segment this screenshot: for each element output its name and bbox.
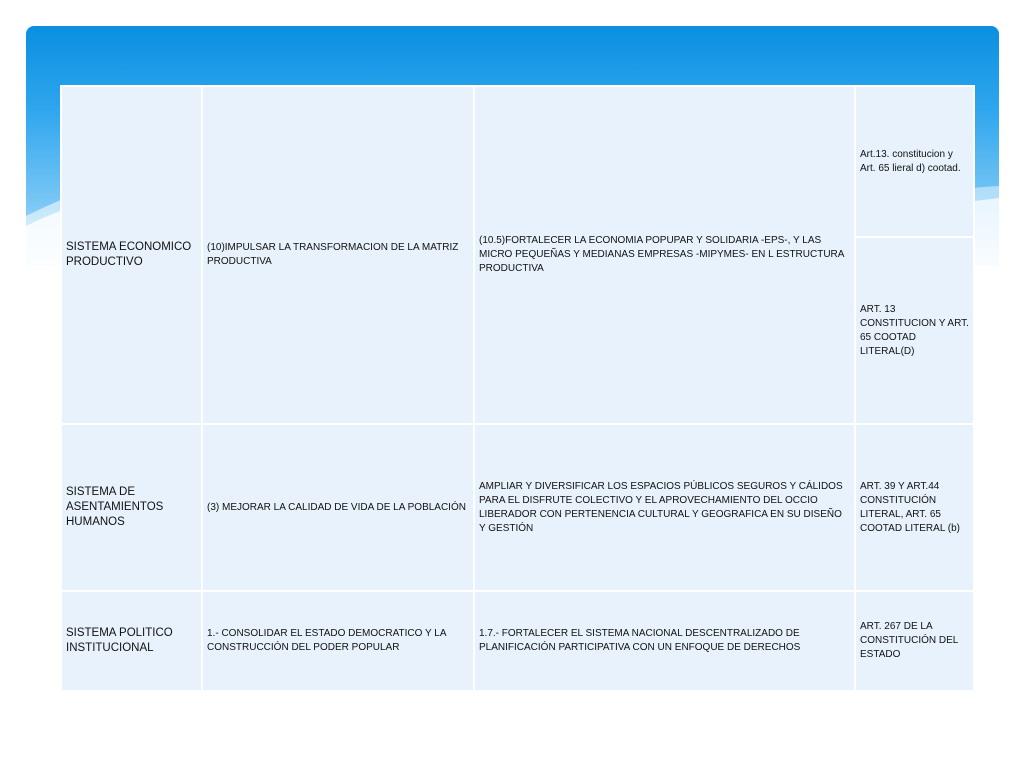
cell-sistema: SISTEMA POLITICO INSTITUCIONAL [61, 591, 202, 691]
cell-politica: AMPLIAR Y DIVERSIFICAR LOS ESPACIOS PÚBLICOS SEGUROS Y CÁLIDOS PARA EL DISFRUTE COLECTIVO Y EL APROVECHAMIENTO DEL OCCIO LIBERADOR CON PERTENENCIA CULTURAL Y GEOGRAFICA EN SU DISEÑO Y GESTIÓN [474, 424, 855, 591]
cell-politica: (10.5)FORTALECER LA ECONOMIA POPUPAR Y SOLIDARIA -EPS-, Y LAS MICRO PEQUEÑAS Y MEDIANAS EMPRESAS -MIPYMES- EN L ESTRUCTURA PRODUCTIVA [474, 86, 855, 424]
cell-normativa: ART. 267 DE LA CONSTITUCIÓN DEL ESTADO [855, 591, 974, 691]
table-row [61, 591, 974, 691]
table-row [61, 424, 974, 591]
cell-objetivo: (3) MEJORAR LA CALIDAD DE VIDA DE LA POBLACIÓN [202, 424, 474, 591]
cell-normativa: ART. 13 CONSTITUCION Y ART. 65 COOTAD LITERAL(D) [855, 237, 974, 424]
cell-objetivo: (10)IMPULSAR LA TRANSFORMACION DE LA MATRIZ PRODUCTIVA [202, 86, 474, 424]
cell-sistema: SISTEMA DE ASENTAMIENTOS HUMANOS [61, 424, 202, 591]
cell-normativa: Art.13. constitucion y Art. 65 lieral d) cootad. [855, 86, 974, 237]
cell-normativa: ART. 39 Y ART.44 CONSTITUCIÓN LITERAL, ART. 65 COOTAD LITERAL (b) [855, 424, 974, 591]
cell-sistema: SISTEMA ECONOMICO PRODUCTIVO [61, 86, 202, 424]
cell-politica: 1.7.- FORTALECER EL SISTEMA NACIONAL DESCENTRALIZADO DE PLANIFICACIÓN PARTICIPATIVA CON UN ENFOQUE DE DERECHOS [474, 591, 855, 691]
cell-objetivo: 1.- CONSOLIDAR EL ESTADO DEMOCRATICO Y LA CONSTRUCCIÓN DEL PODER POPULAR [202, 591, 474, 691]
content-table [60, 85, 975, 692]
table-row [61, 86, 974, 237]
